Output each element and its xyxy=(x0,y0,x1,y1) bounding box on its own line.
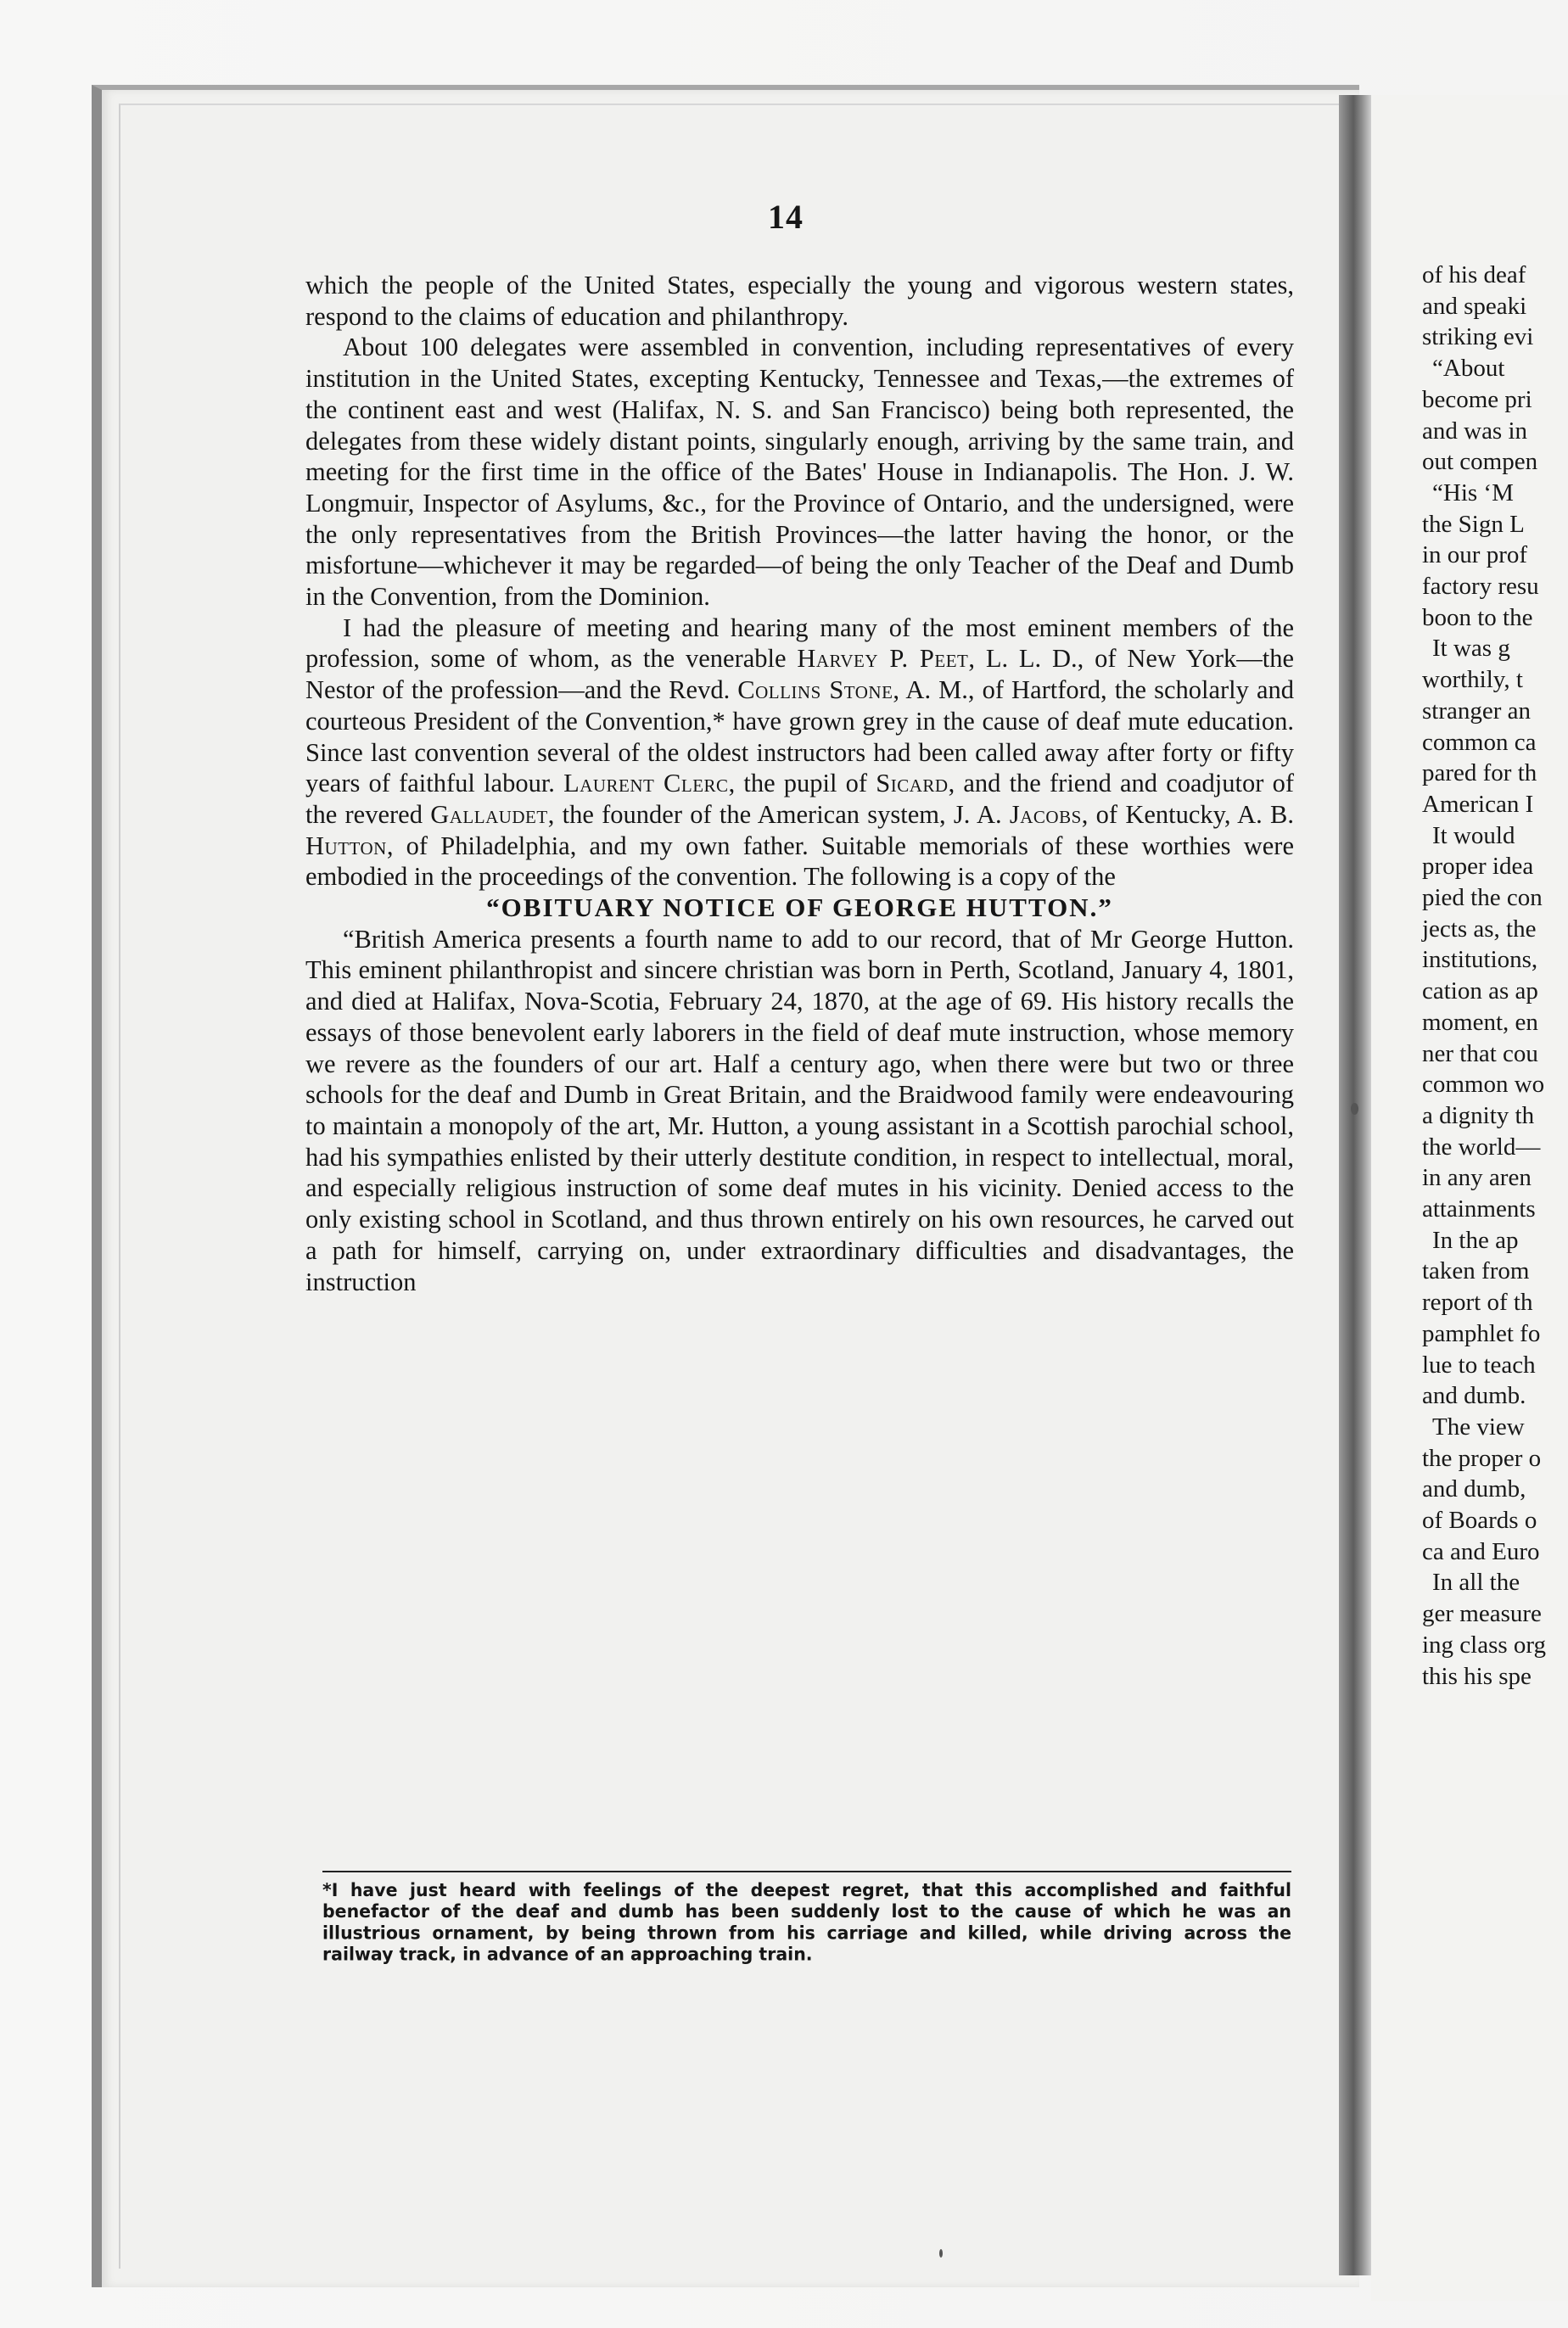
scan-speck xyxy=(939,2249,943,2258)
text-run: “British America presents a fourth name to add to our record, that of Mr George Hutton. This eminent philanthropist and sincere christian was born in Perth, Scotland, January 4, 1801, and died at Halifax, Nova-Scotia, February 24, 1870, at the age of 69. His history recalls the essays of those benevolent early laborers in the field of deaf mute instruction, whose memory we revere as the founders of our art. Half a century ago, when there were but two or three schools for the deaf and Dumb in Great Britain, and the Braidwood family were endeavouring to maintain a monopoly of the art, Mr. Hutton, a young assistant in a Scottish parochial school, had his sympathies enlisted by their utterly destitute condition, in respect to intellectual, moral, and especially religious instruction of some deaf mutes in his vicinity. Denied access to the only existing school in Scotland, and thus thrown entirely on his own resources, he carved out a path for himself, carrying on, under extraordinary difficulties and disadvantages, the instruction xyxy=(305,924,1294,1296)
next-page-line: worthily, t xyxy=(1422,666,1523,694)
next-page-line: and dumb. xyxy=(1422,1382,1526,1410)
next-page-line: and speaki xyxy=(1422,292,1527,320)
next-page-line: and dumb, xyxy=(1422,1475,1526,1503)
next-page-line: report of th xyxy=(1422,1289,1533,1317)
next-page-line: In the ap xyxy=(1432,1226,1519,1254)
proper-name: Collins Stone xyxy=(737,675,893,705)
next-page-line: pamphlet fo xyxy=(1422,1319,1541,1347)
next-page-line: attainments xyxy=(1422,1195,1536,1223)
paragraph-p3 xyxy=(305,613,1294,893)
next-page-line: “His ‘M xyxy=(1432,478,1514,506)
proper-name: Sicard xyxy=(876,769,949,798)
text-run: , of Philadelphia, and my own father. Suitable memorials of these worthies were embodied in the proceedings of the convention. The following is a copy of the xyxy=(305,831,1294,892)
next-page-line: moment, en xyxy=(1422,1008,1538,1036)
next-page-line: the proper o xyxy=(1422,1444,1542,1472)
next-page-line: ing class org xyxy=(1422,1631,1547,1659)
next-page-line: a dignity th xyxy=(1422,1101,1535,1129)
paragraph-p1 xyxy=(305,270,1294,332)
next-page-line: ner that cou xyxy=(1422,1039,1538,1067)
next-page-line: American I xyxy=(1422,790,1534,818)
text-run: which the people of the United States, especially the young and vigorous western states, respond to the claims of education and philanthropy. xyxy=(305,271,1294,331)
next-page-line: of his deaf xyxy=(1422,261,1526,288)
paragraphs-after-heading xyxy=(305,924,1294,1297)
text-run: , the pupil of xyxy=(728,769,876,798)
text-run: , L. L. D., of New York—the Nestor of the profession—and the Revd. xyxy=(305,644,1295,705)
next-page-line: The view xyxy=(1432,1413,1525,1441)
next-page-line: It was g xyxy=(1432,635,1510,663)
next-page-line: stranger an xyxy=(1422,697,1532,725)
next-page-line: lue to teach xyxy=(1422,1351,1536,1379)
next-page-line: the world— xyxy=(1422,1133,1541,1161)
body-text xyxy=(305,270,1294,1297)
next-page-line: jects as, the xyxy=(1422,915,1537,943)
next-page-line: of Boards o xyxy=(1422,1507,1537,1534)
next-page-line: and was in xyxy=(1422,417,1528,445)
next-page-line: in any aren xyxy=(1422,1164,1532,1192)
next-page-line: taken from xyxy=(1422,1257,1530,1285)
text-run: , and the friend and coadjutor of the revered xyxy=(305,769,1294,829)
proper-name: Harvey P. Peet xyxy=(797,644,969,674)
next-page-line: in our prof xyxy=(1422,541,1528,569)
page-number: 14 xyxy=(768,198,804,236)
proper-name: Laurent Clerc xyxy=(563,769,729,798)
next-page-line: It would xyxy=(1432,821,1515,849)
text-run: I had the pleasure of meeting and hearing many of the most eminent members of the profession, some of whom, as the venerable xyxy=(305,613,1294,674)
right-page-fragment xyxy=(1371,95,1568,2301)
scan-speck xyxy=(1351,1103,1358,1115)
paragraph-p4 xyxy=(305,924,1294,1297)
footnote: *I have just heard with feelings of the deepest regret, that this accomplished and faithful benefactor of the deaf and dumb has been suddenly lost to the cause of which he was an illustrious ornament, by being thrown from his carriage and killed, while driving across the railway track, in advance of an approaching train. xyxy=(322,1879,1291,1965)
footnote-rule xyxy=(322,1871,1291,1872)
next-page-line: institutions, xyxy=(1422,946,1538,974)
next-page-line: boon to the xyxy=(1422,603,1533,631)
next-page-line: ger measure xyxy=(1422,1600,1542,1628)
next-page-line: become pri xyxy=(1422,385,1532,413)
next-page-line: common wo xyxy=(1422,1071,1545,1099)
next-page-line: striking evi xyxy=(1422,323,1534,351)
text-run: , the founder of the American system, J. A. xyxy=(547,799,1010,829)
next-page-line: In all the xyxy=(1432,1569,1520,1597)
proper-name: Gallaudet xyxy=(430,799,548,829)
next-page-line: pied the con xyxy=(1422,884,1543,911)
next-page-line: cation as ap xyxy=(1422,977,1538,1005)
next-page-line: common ca xyxy=(1422,728,1537,756)
proper-name: Hutton xyxy=(305,831,387,860)
section-heading: “OBITUARY NOTICE OF GEORGE HUTTON.” xyxy=(486,893,1113,923)
next-page-line: out compen xyxy=(1422,448,1538,476)
text-run: About 100 delegates were assembled in convention, including representatives of every institution in the United States, excepting Kentucky, Tennessee and Texas,—the extremes of the continent east and west (Halifax, N. S. and San Francisco) being both represented, the delegates from these widely distant points, singularly enough, arriving by the same train, and meeting for the first time in the office of the Bates' House in Indianapolis. The Hon. J. W. Longmuir, Inspector of Asylums, &c., for the Province of Ontario, and the undersigned, were the only representatives from the British Provinces—the latter having the honor, or the misfortune—whichever it may be regarded—of being the only Teacher of the Deaf and Dumb in the Convention, from the Dominion. xyxy=(305,333,1294,612)
next-page-line: this his spe xyxy=(1422,1662,1532,1690)
next-page-line: proper idea xyxy=(1422,853,1534,881)
text-run: , of Kentucky, A. B. xyxy=(1081,799,1295,829)
next-page-line: ca and Euro xyxy=(1422,1537,1540,1565)
next-page-line: the Sign L xyxy=(1422,510,1525,538)
paragraph-p2 xyxy=(305,332,1294,612)
proper-name: Jacobs xyxy=(1009,799,1082,829)
text-run: , A. M., of Hartford, the scholarly and courteous President of the Convention,* have grown grey in the cause of deaf mute education. Since last convention several of the oldest instructors had been called away after forty or fifty years of faithful labour. xyxy=(305,675,1294,798)
next-page-line: “About xyxy=(1432,355,1505,383)
next-page-line: pared for th xyxy=(1422,759,1537,787)
book-gutter xyxy=(1339,95,1371,2275)
paragraphs-before-heading xyxy=(305,270,1294,893)
next-page-line: factory resu xyxy=(1422,573,1539,600)
